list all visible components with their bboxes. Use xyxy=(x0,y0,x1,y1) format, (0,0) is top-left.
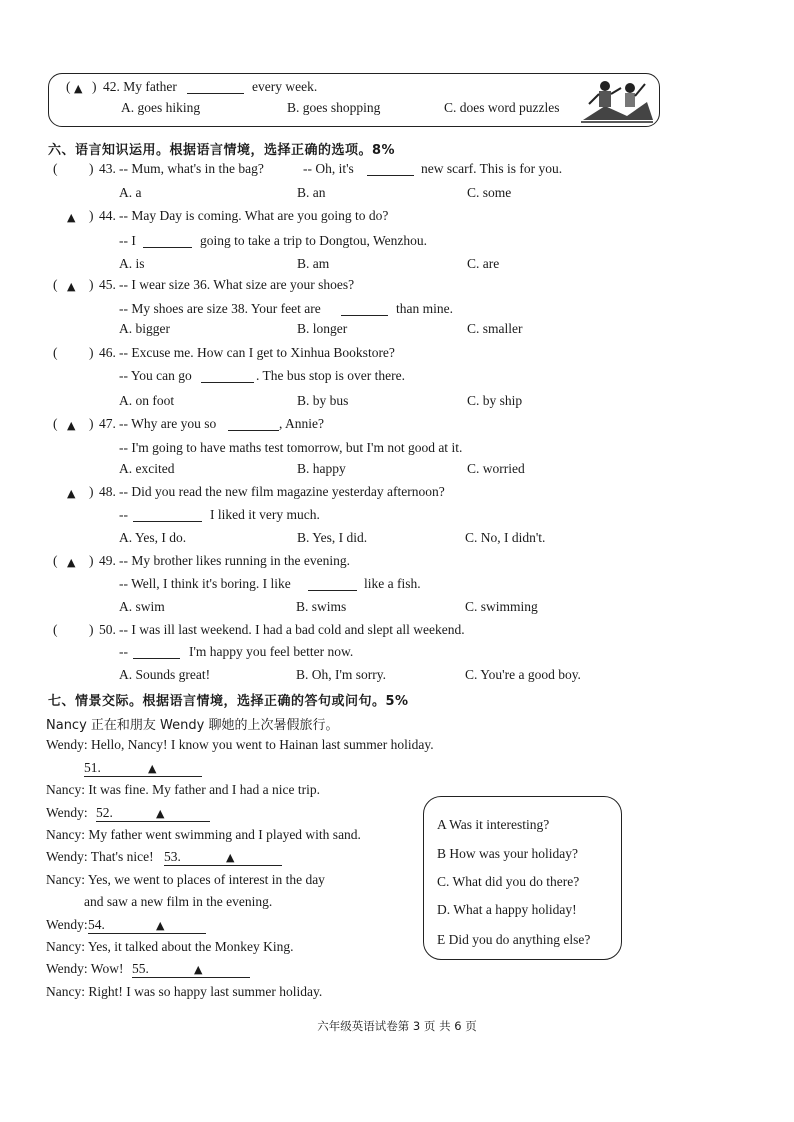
dialogue-line: Wendy: Wow! xyxy=(46,961,124,976)
q45-option-b: B. longer xyxy=(297,321,348,336)
q46-line-2-pre: -- You can go xyxy=(119,368,192,383)
q45-line-2-pre: -- My shoes are size 38. Your feet are xyxy=(119,301,321,316)
option-d: D. What a happy holiday! xyxy=(437,902,577,917)
people-illustration-icon xyxy=(575,76,655,124)
q43-blank xyxy=(367,163,414,176)
answer-54-line xyxy=(88,917,206,934)
answer-51-number: 51. xyxy=(84,760,101,775)
q45-option-c: C. smaller xyxy=(467,321,523,336)
q44-line-2-post: going to take a trip to Dongtou, Wenzhou. xyxy=(200,233,428,248)
q50-option-c: C. You're a good boy. xyxy=(465,667,581,682)
answer-mark-icon: ▲ xyxy=(156,919,165,932)
q45-number: 45. xyxy=(99,277,116,292)
q47-paren-open: ( xyxy=(53,416,58,431)
q49-paren-close: ) xyxy=(89,553,94,568)
q44-number: 44. xyxy=(99,208,116,223)
q47-blank xyxy=(228,418,279,431)
q50-line-2-pre: -- xyxy=(119,644,128,659)
dialogue-speaker: Wendy: xyxy=(46,917,88,932)
q43-paren-close: ) xyxy=(89,161,94,176)
dialogue-line: Nancy: Yes, it talked about the Monkey King. xyxy=(46,939,294,954)
q44-blank xyxy=(143,235,192,248)
dialogue-line: Nancy: Yes, we went to places of interest in the day xyxy=(46,872,325,887)
q46-option-a: A. on foot xyxy=(119,393,175,408)
answer-mark-icon: ▲ xyxy=(74,82,83,95)
q48-line-2-post: I liked it very much. xyxy=(210,507,320,522)
q48-line-2-pre: -- xyxy=(119,507,128,522)
q45-paren-close: ) xyxy=(89,277,94,292)
q44-option-b: B. am xyxy=(297,256,330,271)
answer-mark-icon: ▲ xyxy=(67,419,76,432)
q43-option-b: B. an xyxy=(297,185,326,200)
q44-paren-close: ) xyxy=(89,208,94,223)
q42-stem-post: every week. xyxy=(252,79,318,94)
section-7-intro: Nancy 正在和朋友 Wendy 聊她的上次暑假旅行。 xyxy=(46,718,339,733)
q49-option-a: A. swim xyxy=(119,599,165,614)
answer-mark-icon: ▲ xyxy=(67,280,76,293)
q45-line-1: -- I wear size 36. What size are your shoes? xyxy=(119,277,355,292)
answer-mark-icon: ▲ xyxy=(156,807,165,820)
option-e: E Did you do anything else? xyxy=(437,932,591,947)
dialogue-line: Nancy: Right! I was so happy last summer holiday. xyxy=(46,984,323,999)
q43-number: 43. xyxy=(99,161,116,176)
answer-54-number: 54. xyxy=(88,917,105,932)
q45-blank xyxy=(341,303,388,316)
q43-line-1c: new scarf. This is for you. xyxy=(421,161,563,176)
q46-paren-close: ) xyxy=(89,345,94,360)
q44-option-c: C. are xyxy=(467,256,500,271)
answer-53-line xyxy=(164,849,282,866)
q46-number: 46. xyxy=(99,345,116,360)
q43-line-1b: -- Oh, it's xyxy=(303,161,354,176)
q47-line-1-pre: -- Why are you so xyxy=(119,416,217,431)
q46-line-2-post: . The bus stop is over there. xyxy=(256,368,405,383)
q50-blank xyxy=(133,646,180,659)
answer-mark-icon: ▲ xyxy=(194,963,203,976)
option-a: A Was it interesting? xyxy=(437,817,550,832)
q42-blank xyxy=(187,81,244,94)
answer-mark-icon: ▲ xyxy=(67,211,76,224)
q46-blank xyxy=(201,370,254,383)
answer-52-number: 52. xyxy=(96,805,113,820)
q42-option-c: C. does word puzzles xyxy=(444,100,560,115)
page-footer: 六年级英语试卷第 3 页 共 6 页 xyxy=(317,1019,477,1033)
q50-line-1: -- I was ill last weekend. I had a bad cold and slept all weekend. xyxy=(119,622,465,637)
q44-line-1: -- May Day is coming. What are you going to do? xyxy=(119,208,389,223)
answer-55-line xyxy=(132,961,250,978)
q45-paren-open: ( xyxy=(53,277,58,292)
q50-number: 50. xyxy=(99,622,116,637)
q47-line-2: -- I'm going to have maths test tomorrow, but I'm not good at it. xyxy=(119,440,463,455)
q49-option-b: B. swims xyxy=(296,599,347,614)
q48-option-c: C. No, I didn't. xyxy=(465,530,546,545)
q47-number: 47. xyxy=(99,416,116,431)
q49-blank xyxy=(308,578,357,591)
section-7-heading: 七、情景交际。根据语言情境，选择正确的答句或问句。5% xyxy=(48,694,409,709)
section-6-heading: 六、语言知识运用。根据语言情境，选择正确的选项。8% xyxy=(48,143,396,158)
dialogue-line: Wendy: That's nice! xyxy=(46,849,154,864)
q42-option-b: B. goes shopping xyxy=(287,100,381,115)
q42-option-a: A. goes hiking xyxy=(121,100,201,115)
q44-line-2-pre: -- I xyxy=(119,233,136,248)
q43-line-1a: -- Mum, what's in the bag? xyxy=(119,161,264,176)
dialogue-speaker: Wendy: xyxy=(46,805,88,820)
q44-option-a: A. is xyxy=(119,256,145,271)
q46-option-c: C. by ship xyxy=(467,393,523,408)
q48-paren-close: ) xyxy=(89,484,94,499)
answer-55-number: 55. xyxy=(132,961,149,976)
dialogue-line: Wendy: Hello, Nancy! I know you went to Hainan last summer holiday. xyxy=(46,737,434,752)
option-b: B How was your holiday? xyxy=(437,846,578,861)
q49-line-2-pre: -- Well, I think it's boring. I like xyxy=(119,576,291,591)
answer-mark-icon: ▲ xyxy=(67,556,76,569)
q45-line-2-post: than mine. xyxy=(396,301,453,316)
q46-option-b: B. by bus xyxy=(297,393,349,408)
q49-line-2-post: like a fish. xyxy=(364,576,421,591)
q43-paren-open: ( xyxy=(53,161,58,176)
q47-option-a: A. excited xyxy=(119,461,175,476)
q49-option-c: C. swimming xyxy=(465,599,538,614)
q47-option-b: B. happy xyxy=(297,461,346,476)
answer-52-line xyxy=(96,805,210,822)
q46-line-1: -- Excuse me. How can I get to Xinhua Bookstore? xyxy=(119,345,395,360)
q49-paren-open: ( xyxy=(53,553,58,568)
q49-number: 49. xyxy=(99,553,116,568)
q43-option-a: A. a xyxy=(119,185,142,200)
answer-mark-icon: ▲ xyxy=(148,762,157,775)
dialogue-line: and saw a new film in the evening. xyxy=(84,894,273,909)
q50-line-2-post: I'm happy you feel better now. xyxy=(189,644,354,659)
q48-option-b: B. Yes, I did. xyxy=(297,530,368,545)
q50-paren-open: ( xyxy=(53,622,58,637)
q50-paren-close: ) xyxy=(89,622,94,637)
dialogue-line: Nancy: It was fine. My father and I had a nice trip. xyxy=(46,782,321,797)
answer-mark-icon: ▲ xyxy=(67,487,76,500)
q49-line-1: -- My brother likes running in the evening. xyxy=(119,553,350,568)
q42-paren-close: ) xyxy=(92,79,97,94)
dialogue-line: Nancy: My father went swimming and I played with sand. xyxy=(46,827,361,842)
q48-number: 48. xyxy=(99,484,116,499)
q45-option-a: A. bigger xyxy=(119,321,170,336)
q50-option-b: B. Oh, I'm sorry. xyxy=(296,667,387,682)
option-c: C. What did you do there? xyxy=(437,874,580,889)
q42-stem-pre: 42. My father xyxy=(103,79,177,94)
q42-paren-open: ( xyxy=(66,79,71,94)
q48-option-a: A. Yes, I do. xyxy=(119,530,187,545)
q47-option-c: C. worried xyxy=(467,461,525,476)
q47-line-1-post: , Annie? xyxy=(279,416,324,431)
q50-option-a: A. Sounds great! xyxy=(119,667,211,682)
q46-paren-open: ( xyxy=(53,345,58,360)
q47-paren-close: ) xyxy=(89,416,94,431)
answer-53-number: 53. xyxy=(164,849,181,864)
q48-blank xyxy=(133,509,202,522)
answer-51-line xyxy=(84,760,202,777)
q43-option-c: C. some xyxy=(467,185,512,200)
answer-mark-icon: ▲ xyxy=(226,851,235,864)
q48-line-1: -- Did you read the new film magazine yesterday afternoon? xyxy=(119,484,445,499)
